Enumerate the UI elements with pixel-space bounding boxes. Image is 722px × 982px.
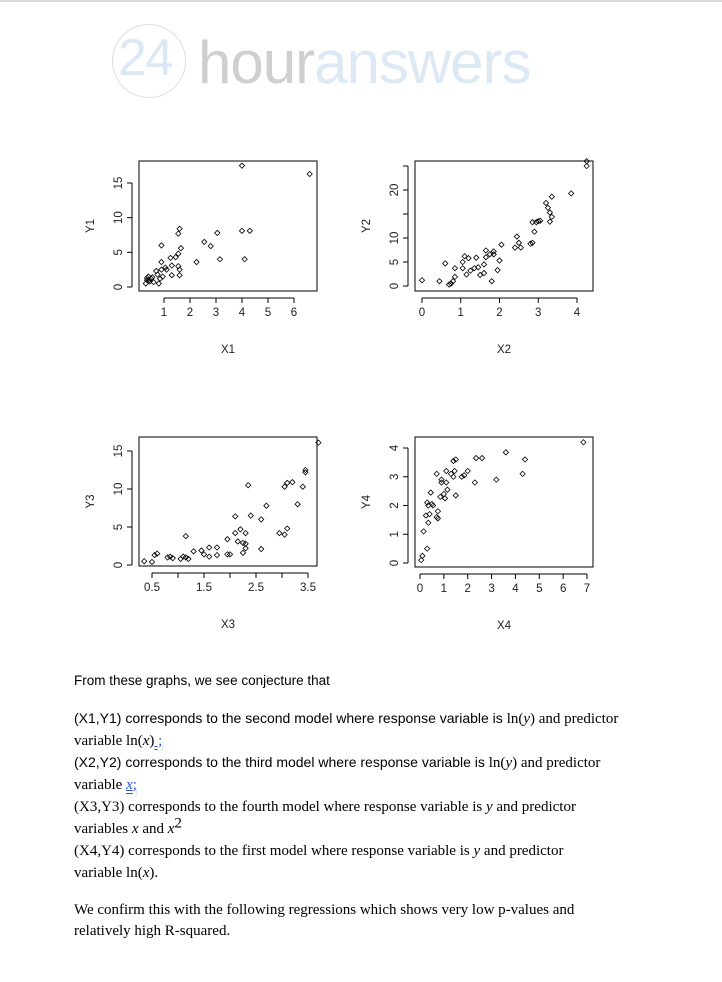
x-tick-label: 6	[559, 583, 567, 595]
data-point	[300, 484, 305, 489]
data-point	[282, 532, 287, 537]
x-tick-label: 5	[264, 307, 272, 319]
item-text-b: and predictor	[492, 799, 576, 815]
data-point	[419, 278, 424, 283]
data-point	[169, 273, 174, 278]
data-point	[421, 529, 426, 534]
data-point	[169, 263, 174, 268]
item-text-b: ) and predictor	[512, 755, 601, 771]
data-point	[243, 530, 248, 535]
y-tick-label: 20	[389, 183, 401, 197]
data-point	[489, 279, 494, 284]
conclusion-text: We confirm this with the following regressions which shows very low p-values and relatively high R-squared.	[74, 902, 575, 939]
logo-word-answers: answers	[314, 29, 531, 96]
data-point	[483, 248, 488, 253]
data-point	[453, 493, 458, 498]
x-tick-label: 0.5	[144, 582, 160, 594]
y-axis-title: Y4	[361, 494, 373, 510]
y-tick-label: 1	[389, 531, 401, 538]
data-point	[246, 483, 251, 488]
x-tick-label: 4	[512, 583, 519, 595]
data-point	[549, 194, 554, 199]
item-line2: variable	[74, 777, 127, 793]
data-point	[142, 559, 147, 564]
data-point	[177, 273, 182, 278]
y-tick-label: 4	[389, 444, 401, 452]
x-tick-label: 3	[212, 307, 220, 319]
data-point	[191, 549, 196, 554]
item-end: )	[149, 733, 155, 749]
data-point	[214, 545, 219, 550]
item-var-c: x	[142, 733, 150, 749]
data-point	[460, 266, 465, 271]
item-end: ).	[149, 865, 159, 881]
y-tick-label: 15	[113, 444, 125, 458]
item-var-c: x	[142, 865, 150, 881]
item-superscript: 2	[174, 815, 182, 832]
data-point	[214, 553, 219, 558]
y-tick-label: 0	[389, 282, 401, 290]
scatter-plot-4	[361, 437, 593, 632]
item-var: y	[485, 799, 493, 815]
data-point	[240, 550, 245, 555]
x-tick-label: 2.5	[248, 582, 264, 594]
item-var-c: x	[126, 777, 133, 793]
data-point	[497, 258, 502, 263]
data-point	[176, 231, 181, 236]
data-point	[240, 540, 245, 545]
data-point	[581, 440, 586, 445]
item-text-b: ) and predictor	[530, 711, 619, 727]
x-axis-title: X1	[220, 344, 236, 356]
x-tick-label: 2	[464, 583, 471, 595]
y-tick-label: 0	[113, 283, 125, 291]
data-point	[165, 555, 170, 560]
data-point	[159, 259, 164, 264]
x-tick-label: 1	[160, 307, 168, 319]
data-point	[239, 163, 244, 168]
y-tick-label: 10	[389, 231, 401, 245]
item-text: (X2,Y2) corresponds to the third model where response variable is	[74, 754, 489, 770]
y-axis-title: Y1	[85, 218, 97, 234]
y-tick-label: 0	[389, 559, 401, 567]
revision-mark: ;	[132, 777, 137, 793]
data-point	[514, 234, 519, 239]
item-line2: variable ln(	[74, 733, 143, 749]
data-point	[290, 480, 295, 485]
y-axis-title: Y2	[361, 218, 373, 234]
data-point	[443, 261, 448, 266]
y-tick-label: 5	[113, 249, 125, 256]
model-item-1	[74, 708, 654, 752]
x-tick-label: 3.5	[300, 582, 316, 594]
data-point	[159, 243, 164, 248]
item-var-c: x	[131, 821, 139, 837]
item-text: (X4,Y4) corresponds to the first model where response variable is	[74, 843, 474, 859]
data-point	[233, 514, 238, 519]
x-tick-label: 6	[290, 307, 298, 319]
data-point	[207, 545, 212, 550]
data-point	[522, 457, 527, 462]
data-point	[495, 268, 500, 273]
item-line2: variables	[74, 821, 132, 837]
y-tick-label: 10	[113, 482, 125, 496]
item-ln: ln(	[488, 755, 506, 771]
data-point	[277, 530, 282, 535]
item-var-d: x	[167, 821, 175, 837]
data-point	[149, 559, 154, 564]
data-point	[264, 503, 269, 508]
data-point	[259, 517, 264, 522]
x-tick-label: 2	[496, 307, 503, 319]
data-point	[295, 502, 300, 507]
data-point	[428, 490, 433, 495]
x-tick-label: 1.5	[196, 582, 212, 594]
item-var: y	[523, 711, 531, 727]
data-point	[499, 242, 504, 247]
x-tick-label: 4	[238, 307, 246, 319]
data-point	[168, 255, 173, 260]
data-point	[239, 228, 244, 233]
data-point	[445, 487, 450, 492]
item-var: y	[473, 843, 481, 859]
scatter-plot-3	[85, 437, 321, 631]
data-point	[247, 228, 252, 233]
data-point	[177, 226, 182, 231]
data-point	[520, 471, 525, 476]
x-tick-label: 3	[535, 307, 542, 319]
x-tick-label: 3	[488, 583, 495, 595]
item-ln: ln(	[506, 711, 524, 727]
y-tick-label: 3	[389, 473, 401, 480]
y-tick-label: 15	[113, 176, 125, 190]
data-point	[481, 262, 486, 267]
data-point	[156, 281, 161, 286]
data-point	[569, 191, 574, 196]
item-var: y	[505, 755, 513, 771]
data-point	[425, 546, 430, 551]
data-point	[474, 255, 479, 260]
data-point	[434, 471, 439, 476]
revision-mark: ;	[154, 733, 163, 749]
y-tick-label: 2	[389, 502, 401, 509]
x-tick-label: 0	[418, 307, 426, 319]
data-point	[512, 245, 517, 250]
data-point	[494, 477, 499, 482]
logo-word-hour: hour	[198, 29, 315, 96]
model-item-2	[74, 752, 654, 796]
model-item-3	[74, 796, 654, 840]
data-point	[202, 239, 207, 244]
data-point	[460, 259, 465, 264]
item-text: (X1,Y1) corresponds to the second model where response variable is	[74, 710, 507, 726]
data-point	[426, 520, 431, 525]
plot-frame	[415, 161, 593, 291]
data-point	[444, 468, 449, 473]
x-tick-label: 1	[457, 307, 464, 319]
data-point	[233, 530, 238, 535]
data-point	[208, 243, 213, 248]
intro-text: From these graphs, we see conjecture that	[74, 673, 330, 688]
data-point	[472, 480, 477, 485]
data-point	[183, 534, 188, 539]
x-tick-label: 7	[583, 583, 591, 595]
data-point	[532, 229, 537, 234]
x-tick-label: 1	[440, 583, 448, 595]
data-point	[194, 259, 199, 264]
logo-number: 24	[118, 29, 172, 87]
data-point	[464, 272, 469, 277]
data-point	[451, 474, 456, 479]
x-tick-label: 5	[536, 583, 543, 595]
y-tick-label: 5	[389, 258, 401, 266]
data-point	[435, 509, 440, 514]
data-point	[248, 513, 253, 518]
data-point	[503, 450, 508, 455]
data-point	[238, 527, 243, 532]
data-point	[452, 266, 457, 271]
y-tick-label: 10	[113, 211, 125, 225]
item-and: and	[138, 821, 168, 837]
y-tick-label: 5	[113, 523, 125, 531]
data-point	[259, 546, 264, 551]
model-item-4	[74, 840, 654, 884]
scatter-plot-2	[361, 159, 593, 356]
model-list	[74, 708, 654, 884]
data-point	[242, 257, 247, 262]
data-point	[235, 539, 240, 544]
plot-frame	[139, 437, 317, 566]
data-point	[215, 230, 220, 235]
item-text-b: and predictor	[480, 843, 564, 859]
data-point	[178, 246, 183, 251]
item-line2: variable ln(	[74, 865, 143, 881]
data-point	[307, 171, 312, 176]
x-axis-title: X3	[220, 619, 236, 631]
item-text: (X3,Y3) corresponds to the fourth model where response variable is	[74, 799, 486, 815]
data-point	[479, 455, 484, 460]
y-tick-label: 0	[113, 561, 125, 569]
data-point	[473, 455, 478, 460]
data-point	[217, 257, 222, 262]
y-axis-title: Y3	[85, 494, 97, 509]
data-point	[285, 526, 290, 531]
data-point	[437, 279, 442, 284]
data-point	[207, 554, 212, 559]
data-point	[225, 537, 230, 542]
scatter-plot-1	[85, 161, 317, 356]
x-tick-label: 0	[416, 583, 424, 595]
x-tick-label: 2	[186, 307, 194, 319]
x-axis-title: X4	[496, 620, 512, 632]
plot-frame	[415, 437, 593, 567]
x-axis-title: X2	[496, 344, 512, 356]
x-tick-label: 4	[573, 307, 581, 319]
data-point	[465, 468, 470, 473]
